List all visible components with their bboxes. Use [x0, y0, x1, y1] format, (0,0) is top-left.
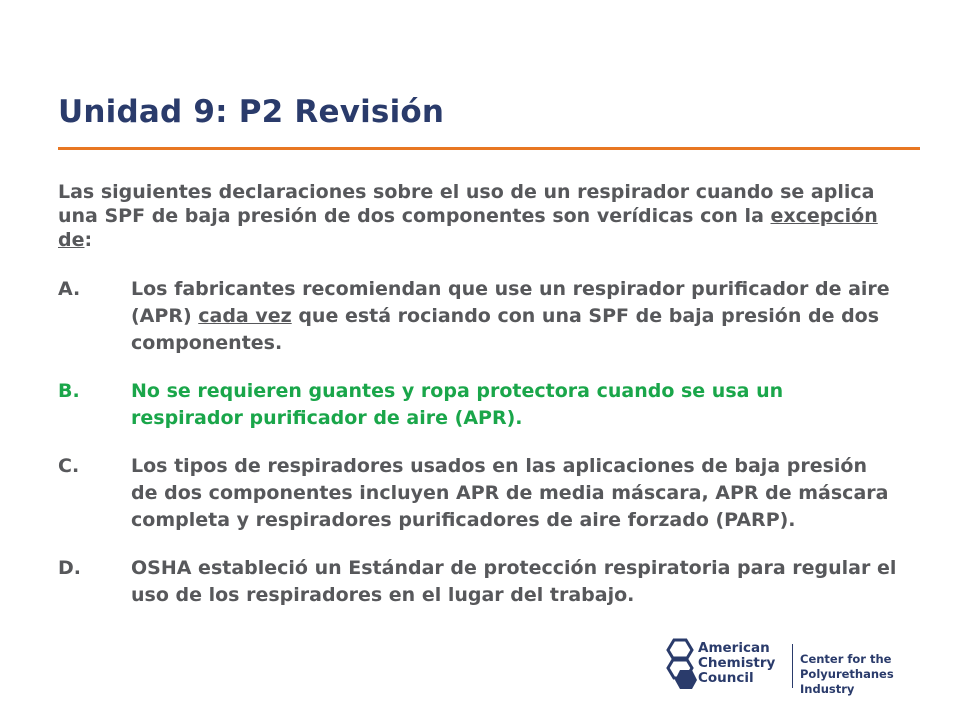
question-text	[58, 180, 888, 252]
acc-name	[698, 641, 775, 686]
center-name	[800, 652, 944, 697]
title-divider	[58, 147, 920, 150]
acc-name-line-1: American	[698, 640, 770, 656]
question-emphasis: excepción de	[58, 205, 878, 251]
logo-divider	[792, 644, 793, 688]
question-text-end: :	[84, 229, 93, 251]
question-text-start: Las siguientes declaraciones sobre el uso de un respirador cuando se aplica una SPF de baja presión de dos componentes son verídicas con la	[58, 181, 875, 227]
option-a-text-end: que está rociando con una SPF de baja presión de dos componentes.	[131, 305, 880, 354]
option-letter: C.	[58, 455, 80, 477]
option-text: No se requieren guantes y ropa protectora cuando se usa un respirador purificador de aire (APR).	[131, 380, 784, 429]
option-b	[58, 378, 898, 432]
acc-name-line-3: Council	[698, 670, 754, 686]
option-a	[58, 276, 898, 357]
answer-options	[58, 276, 898, 630]
option-letter: D.	[58, 557, 81, 579]
acc-name-line-2: Chemistry	[698, 655, 776, 671]
option-text: Los tipos de respiradores usados en las aplicaciones de baja presión de dos componentes incluyen APR de media máscara, APR de máscara completa y respiradores purificadores de aire forzado (PARP).	[131, 455, 889, 531]
option-a-emphasis: cada vez	[198, 305, 292, 327]
option-d	[58, 555, 898, 609]
option-a-text-start: Los fabricantes recomiendan que use un respirador purificador de aire (APR)	[131, 278, 890, 327]
option-text	[131, 276, 898, 357]
hexagon-molecule-icon	[664, 638, 698, 690]
option-letter: B.	[58, 380, 80, 402]
slide-title: Unidad 9: P2 Revisión	[58, 94, 445, 130]
center-name-line-2: Polyurethanes Industry	[800, 667, 894, 696]
center-name-line-1: Center for the	[800, 652, 892, 666]
option-text: OSHA estableció un Estándar de protección respiratoria para regular el uso de los respiradores en el lugar del trabajo.	[131, 557, 897, 606]
option-c	[58, 453, 898, 534]
acc-logo	[664, 636, 944, 696]
option-letter: A.	[58, 278, 81, 300]
